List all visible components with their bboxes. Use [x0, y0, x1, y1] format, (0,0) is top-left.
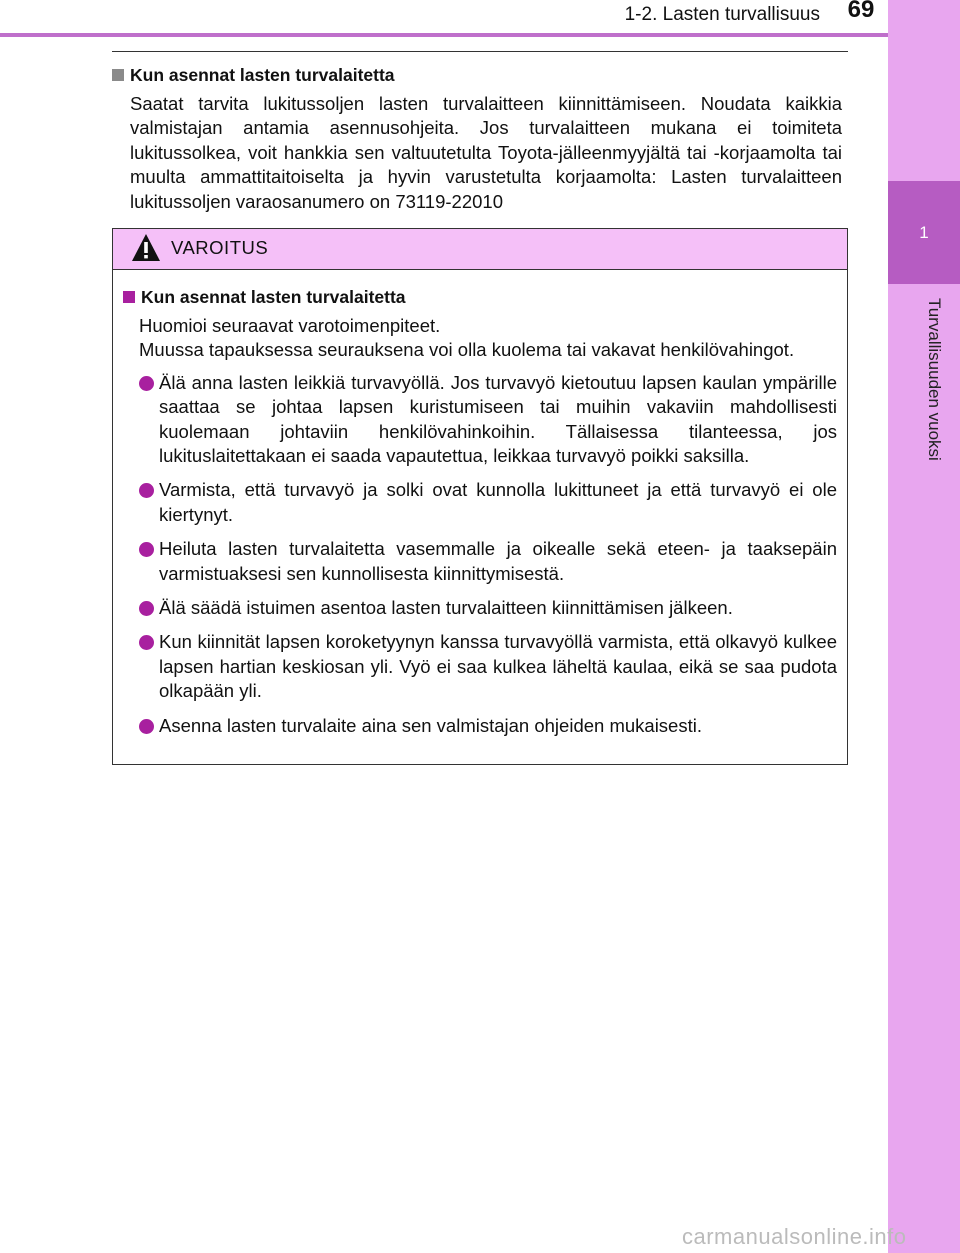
chapter-number-tab[interactable]: [888, 181, 960, 284]
list-item: [123, 714, 837, 738]
bullet-dot-icon: [139, 719, 154, 734]
section-child-restraint-lock: [112, 62, 842, 214]
square-bullet-icon: [112, 69, 124, 81]
warning-title: VAROITUS: [171, 237, 269, 258]
header-title: 1-2. Lasten turvallisuus: [624, 4, 820, 25]
warning-intro-line2: Muussa tapauksessa seurauksena voi olla kuolema tai vakavat henkilövahingot.: [139, 339, 795, 361]
warning-header: [113, 229, 847, 270]
chapter-number: 1: [919, 222, 929, 242]
header-rule: [0, 33, 888, 37]
warning-bullet-list: [123, 371, 837, 738]
section-heading: [112, 62, 842, 88]
list-item: [123, 371, 837, 469]
list-item-text: Älä säädä istuimen asentoa lasten turvalaitteen kiinnittämisen jälkeen.: [159, 597, 733, 619]
page-number: 69: [847, 0, 875, 23]
list-item-text: Asenna lasten turvalaite aina sen valmistajan ohjeiden mukaisesti.: [159, 714, 702, 736]
bullet-dot-icon: [139, 635, 154, 650]
warning-triangle-icon: [131, 233, 161, 268]
section-body: Saatat tarvita lukitussoljen lasten turvalaitteen kiinnittämiseen. Noudata kaikkia valmistajan antamia asennusohjeita. Jos turvalaitteen mukana ei toimiteta lukitussolkea, voit hankkia sen valtuutetulta Toyota-jälleenmyyjältä tai -korjaamolta tai muulta ammattitaitoiselta ja hyvin varustetulta korjaamolta: Lasten turvalaitteen lukitussoljen varaosanumero on 73119-22010: [130, 93, 842, 212]
list-item: [123, 537, 837, 586]
content-rule: [112, 51, 848, 52]
warning-intro: [139, 314, 837, 363]
list-item: [123, 630, 837, 703]
warning-heading: [123, 284, 837, 310]
list-item: [123, 478, 837, 527]
square-bullet-icon: [123, 291, 135, 303]
list-item-text: Varmista, että turvavyö ja solki ovat kunnolla lukittuneet ja että turvavyö ei ole kiertynyt.: [159, 479, 837, 525]
list-item-text: Älä anna lasten leikkiä turvavyöllä. Jos turvavyö kietoutuu lapsen kaulan ympärille saattaa se johtaa lapsen kuristumiseen tai muihin vakaviin mahdollisesti kuolemaan johtaviin henkilövahinkoihin. Tällaisessa tilanteessa, jos lukituslaitettakaan ei saada vapautettua, leikkaa turvavyö poikki saksilla.: [159, 371, 837, 467]
bullet-dot-icon: [139, 483, 154, 498]
watermark: carmanualsonline.info: [682, 1224, 907, 1249]
list-item: [123, 596, 837, 620]
bullet-dot-icon: [139, 542, 154, 557]
warning-intro-line1: Huomioi seuraavat varotoimenpiteet.: [139, 315, 441, 336]
bullet-dot-icon: [139, 601, 154, 616]
chapter-label: Turvallisuuden vuoksi: [925, 298, 944, 461]
warning-content: [113, 270, 847, 738]
warning-box: [112, 228, 848, 765]
warning-heading-text: Kun asennat lasten turvalaitetta: [141, 287, 406, 307]
section-heading-text: Kun asennat lasten turvalaitetta: [130, 65, 395, 85]
bullet-dot-icon: [139, 376, 154, 391]
list-item-text: Heiluta lasten turvalaitetta vasemmalle ja oikealle sekä eteen- ja taaksepäin varmistuaksesi sen kunnollisesta kiinnittymisestä.: [159, 538, 837, 584]
list-item-text: Kun kiinnität lapsen koroketyynyn kanssa turvavyöllä varmista, että olkavyö kulkee lapsen hartian keskiosan yli. Vyö ei saa kulkea läheltä kaulaa, eikä se saa pudota olkapään yli.: [159, 631, 837, 702]
